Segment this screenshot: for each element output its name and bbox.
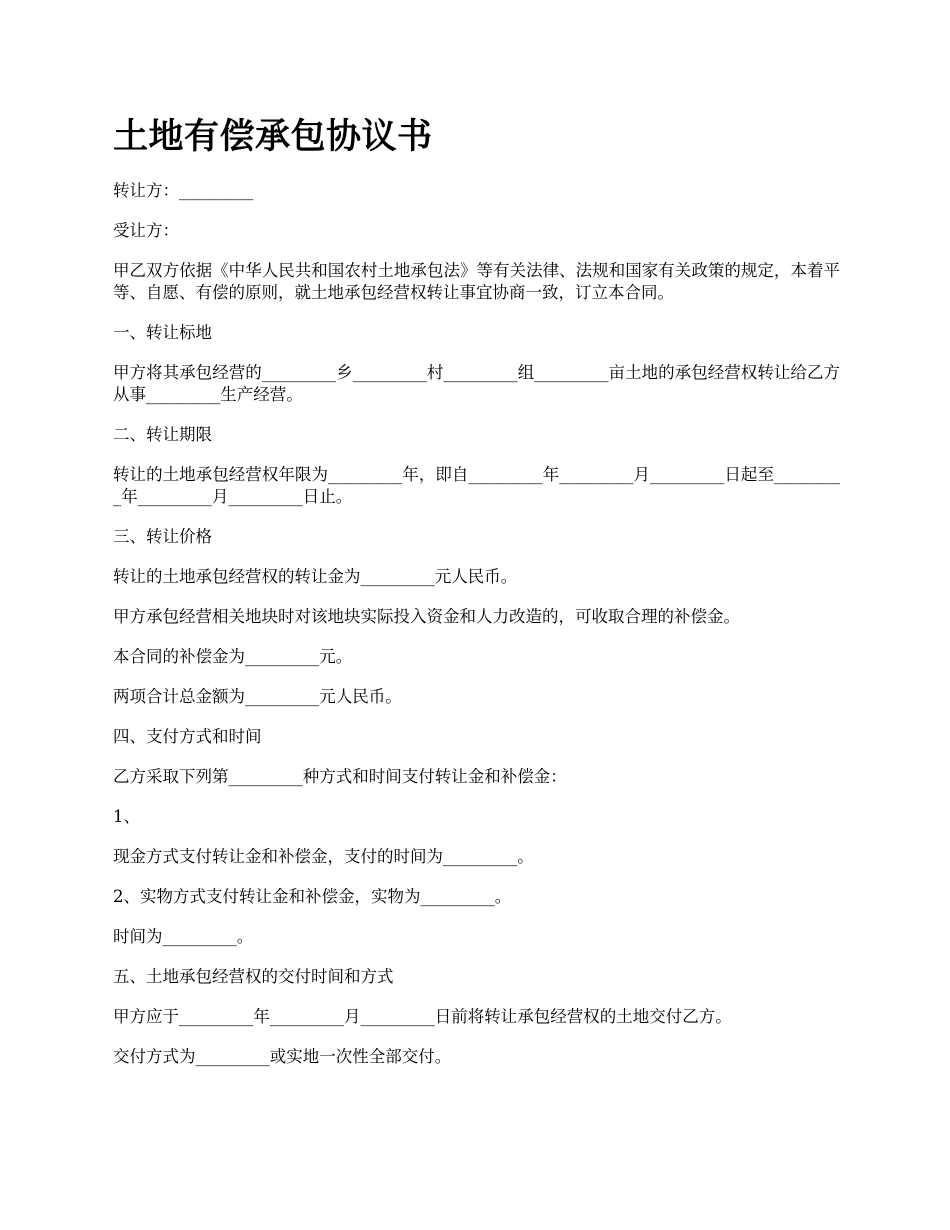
document-title: 土地有偿承包协议书: [113, 116, 433, 157]
section-heading-5: 五、土地承包经营权的交付时间和方式: [113, 967, 394, 986]
payment-option-1-number: 1、: [113, 807, 140, 826]
payment-option-1-text: 现金方式支付转让金和补偿金，支付的时间为_________。: [113, 847, 534, 866]
payment-time-paragraph: 时间为_________。: [113, 927, 254, 946]
compensation-amount-paragraph: 本合同的补偿金为_________元。: [113, 647, 353, 666]
preamble-paragraph: 甲乙双方依据《中华人民共和国农村土地承包法》等有关法律、法规和国家有关政策的规定，本着平等、自愿、有偿的原则，就土地承包经营权转让事宜协商一致，订立本合同。: [113, 261, 840, 302]
section-heading-1: 一、转让标地: [113, 323, 212, 342]
total-amount-paragraph: 两项合计总金额为_________元人民币。: [113, 687, 402, 706]
delivery-method-paragraph: 交付方式为_________或实地一次性全部交付。: [113, 1047, 452, 1066]
payment-method-paragraph: 乙方采取下列第_________种方式和时间支付转让金和补偿金：: [113, 767, 567, 786]
section-heading-4: 四、支付方式和时间: [113, 727, 262, 746]
section-heading-3: 三、转让价格: [113, 527, 212, 546]
transferee-line: 受让方：: [113, 221, 179, 240]
transfer-fee-paragraph: 转让的土地承包经营权的转让金为_________元人民币。: [113, 567, 518, 586]
payment-option-2-text: 2、实物方式支付转让金和补偿金，实物为_________。: [113, 887, 512, 906]
document-page: [113, 112, 840, 1086]
section-2-paragraph: 转让的土地承包经营权年限为_________年，即自_________年_________月_________日起至_________年_________月_________日止。: [113, 465, 840, 506]
transferor-line: 转让方：_________: [113, 181, 254, 200]
section-heading-2: 二、转让期限: [113, 425, 212, 444]
section-1-paragraph: 甲方将其承包经营的_________乡_________村_________组_________亩土地的承包经营权转让给乙方从事_________生产经营。: [113, 363, 840, 404]
compensation-rule-paragraph: 甲方承包经营相关地块时对该地块实际投入资金和人力改造的，可收取合理的补偿金。: [113, 607, 740, 626]
delivery-date-paragraph: 甲方应于_________年_________月_________日前将转让承包经营权的土地交付乙方。: [113, 1007, 732, 1026]
